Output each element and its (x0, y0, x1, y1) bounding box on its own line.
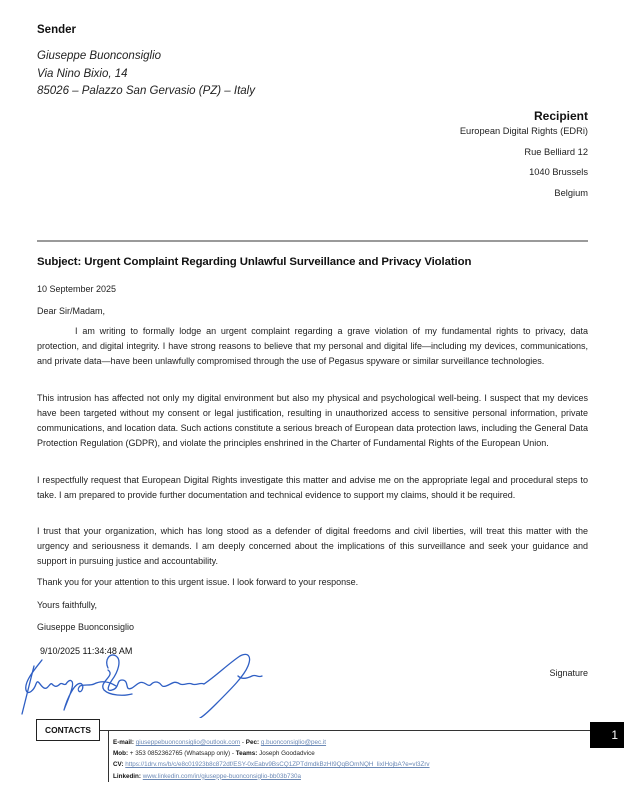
letter-date: 10 September 2025 (37, 284, 117, 294)
recipient-city: 1040 Brussels (529, 167, 588, 177)
paragraph-4: I trust that your organization, which has long stood as a defender of digital freedoms and civil liberties, will treat this matter with the urgency and seriousness it demands. I am deeply concerned about the implications of this surveillance and seek your guidance and support in pursuing justice and accountability. (37, 526, 588, 566)
letter-salutation: Dear Sir/Madam, (37, 306, 106, 316)
email-link[interactable]: giuseppebuonconsiglio@outlook.com (135, 739, 241, 746)
cv-label: CV: (113, 761, 124, 769)
pec-link[interactable]: g.buonconsiglio@pec.it (260, 739, 327, 746)
paragraph-1: I am writing to formally lodge an urgent complaint regarding a grave violation of my fundamental rights to privacy, data protection, and digital integrity. I have strong reasons to believe that my personal and digital life—including my devices, communications, and private data—have been unlawfully compromised through the use of Pegasus spyware or similar surveillance technologies. (37, 326, 588, 366)
sender-street: Via Nino Bixio, 14 (37, 68, 128, 80)
letter-subject: Subject: Urgent Complaint Regarding Unlawful Surveillance and Privacy Violation (37, 256, 472, 268)
teams-name: Joseph Goodadvice (259, 750, 315, 758)
contacts-details (113, 737, 430, 782)
horizontal-divider (37, 240, 588, 242)
linkedin-link[interactable]: www.linkedin.com/in/giuseppe-buonconsiglio-bb03b730a (142, 772, 301, 780)
pec-label: Pec: (245, 739, 260, 746)
handwritten-signature (12, 646, 272, 718)
sender-city: 85026 – Palazzo San Gervasio (PZ) – Italy (37, 85, 255, 97)
separator: - (230, 750, 236, 758)
cv-link[interactable]: https://1drv.ms/b/c/e8c01923b8c872df/ESY-0xEabv9BsCQ1ZPTdmdkBzHI9QqBOmNQH_lixIHojbA?e=vl3Zrv (125, 761, 430, 769)
signature-timestamp: 9/10/2025 11:34:48 AM (40, 646, 133, 656)
contacts-label: CONTACTS (36, 719, 100, 741)
sender-heading: Sender (37, 24, 76, 36)
mob-number: + 353 0852362765 (Whatsapp only) (129, 750, 231, 758)
contacts-row-email (113, 737, 430, 748)
email-label: E-mail: (113, 739, 134, 746)
recipient-heading: Recipient (533, 109, 588, 123)
signature-label: Signature (549, 668, 588, 678)
recipient-street: Rue Belliard 12 (524, 147, 588, 157)
contacts-row-cv (113, 759, 430, 770)
paragraph-2: This intrusion has affected not only my digital environment but also my physical and psychological well-being. I suspect that my devices have been targeted without my consent or legal justification, resulting in unauthorized access to sensitive personal information, private communications, and location data. Such actions constitute a serious breach of European data protection laws, including the General Data Protection Regulation (GDPR), and violate the principles enshrined in the Charter of Fundamental Rights of the European Union. (37, 393, 588, 448)
letter-signatory: Giuseppe Buonconsiglio (37, 622, 135, 632)
page-number-badge: 1 (590, 722, 624, 748)
contacts-row-phone (113, 748, 430, 759)
mob-label: Mob: (113, 750, 129, 758)
recipient-country: Belgium (554, 188, 588, 198)
teams-label: Teams: (235, 750, 258, 758)
paragraph-3: I respectfully request that European Digital Rights investigate this matter and advise me on the appropriate legal and procedural steps to take. I am prepared to provide further documentation and technical evidence to support my claims, should it be required. (37, 475, 588, 500)
contacts-divider-horizontal (100, 730, 590, 731)
contacts-row-linkedin (113, 771, 430, 782)
linkedin-label: Linkedin: (113, 772, 141, 780)
contacts-divider-vertical (108, 730, 109, 782)
recipient-organization: European Digital Rights (EDRi) (459, 126, 588, 136)
separator: - (240, 739, 246, 746)
paragraph-5: Thank you for your attention to this urgent issue. I look forward to your response. (37, 577, 359, 587)
letter-closing: Yours faithfully, (37, 600, 98, 610)
sender-name: Giuseppe Buonconsiglio (37, 50, 162, 62)
